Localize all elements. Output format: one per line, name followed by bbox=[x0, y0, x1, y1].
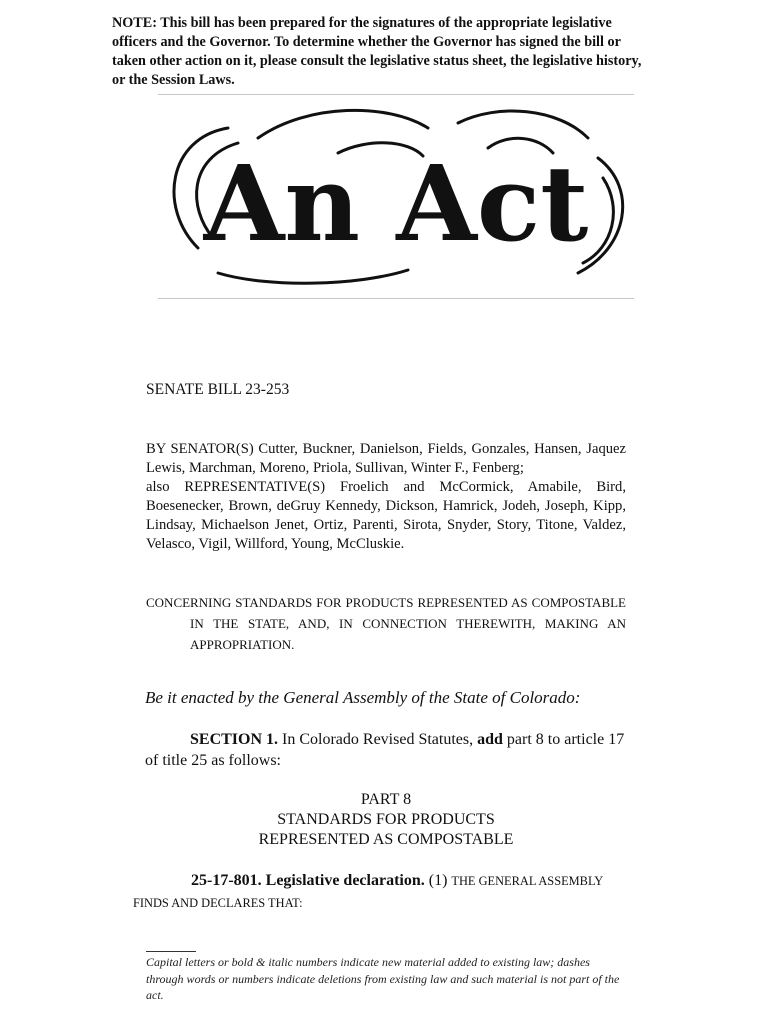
signature-note: NOTE: This bill has been prepared for the signatures of the appropriate legislative officers and the Governor. To determine whether the Governor has signed the bill or taken other action on it, please consult the legislative status sheet, the legislative history, or the Session Laws. bbox=[112, 15, 642, 88]
part-heading-line-1: PART 8 bbox=[360, 791, 412, 808]
bill-title-concerning bbox=[146, 592, 626, 655]
section-1-line-2: of title 25 as follows: bbox=[145, 752, 281, 769]
sponsors-block bbox=[146, 440, 626, 554]
bill-number: SENATE BILL 23-253 bbox=[146, 381, 290, 398]
enacting-clause: Be it enacted by the General Assembly of the State of Colorado: bbox=[145, 688, 581, 707]
legislative-declaration-text-2: FINDS AND DECLARES THAT: bbox=[133, 896, 303, 910]
an-act-blackletter-title bbox=[158, 98, 634, 294]
section-1-bold-word: add bbox=[477, 731, 503, 748]
senate-sponsors: BY SENATOR(S) Cutter, Buckner, Danielson, Fields, Gonzales, Hansen, Jaquez Lewis, Marchman, Moreno, Priola, Sullivan, Winter F., Fenberg; bbox=[146, 441, 626, 476]
legislative-declaration-text-1: THE GENERAL ASSEMBLY bbox=[451, 874, 604, 888]
legislative-declaration bbox=[133, 870, 628, 914]
legislative-declaration-label: 25-17-801. Legislative declaration. bbox=[191, 872, 425, 889]
legislative-declaration-subsection: (1) bbox=[428, 872, 448, 889]
footnote-divider bbox=[146, 951, 196, 952]
footnote: Capital letters or bold & italic numbers indicate new material added to existing law; dashes through words or numbers indicate deletions from existing law and such material is not part of the act. bbox=[146, 955, 620, 1002]
section-1-label: SECTION 1. bbox=[190, 731, 279, 748]
concerning-line-3: APPROPRIATION. bbox=[190, 637, 295, 652]
header-divider-bottom bbox=[158, 298, 634, 299]
section-1-text-before: In Colorado Revised Statutes, bbox=[282, 731, 474, 748]
act-title-text: An Act bbox=[203, 142, 589, 265]
header-divider-top bbox=[158, 94, 634, 95]
concerning-line-1: CONCERNING STANDARDS FOR PRODUCTS REPRESENTED AS COMPOSTABLE bbox=[146, 595, 626, 610]
section-1 bbox=[145, 729, 628, 771]
part-heading-line-2: STANDARDS FOR PRODUCTS bbox=[277, 811, 495, 828]
concerning-line-2: IN THE STATE, AND, IN CONNECTION THEREWITH, MAKING AN bbox=[190, 616, 626, 631]
part-heading-line-3: REPRESENTED AS COMPOSTABLE bbox=[258, 831, 514, 848]
house-sponsors: also REPRESENTATIVE(S) Froelich and McCormick, Amabile, Bird, Boesenecker, Brown, deGruy Kennedy, Dickson, Hamrick, Jodeh, Joseph, Kipp, Lindsay, Michaelson Jenet, Ortiz, Parenti, Sirota, Snyder, Story, Titone, Valdez, Velasco, Vigil, Willford, Young, McCluskie. bbox=[146, 479, 626, 552]
section-1-text-after: part 8 to article 17 bbox=[506, 731, 625, 748]
part-heading bbox=[146, 790, 626, 850]
